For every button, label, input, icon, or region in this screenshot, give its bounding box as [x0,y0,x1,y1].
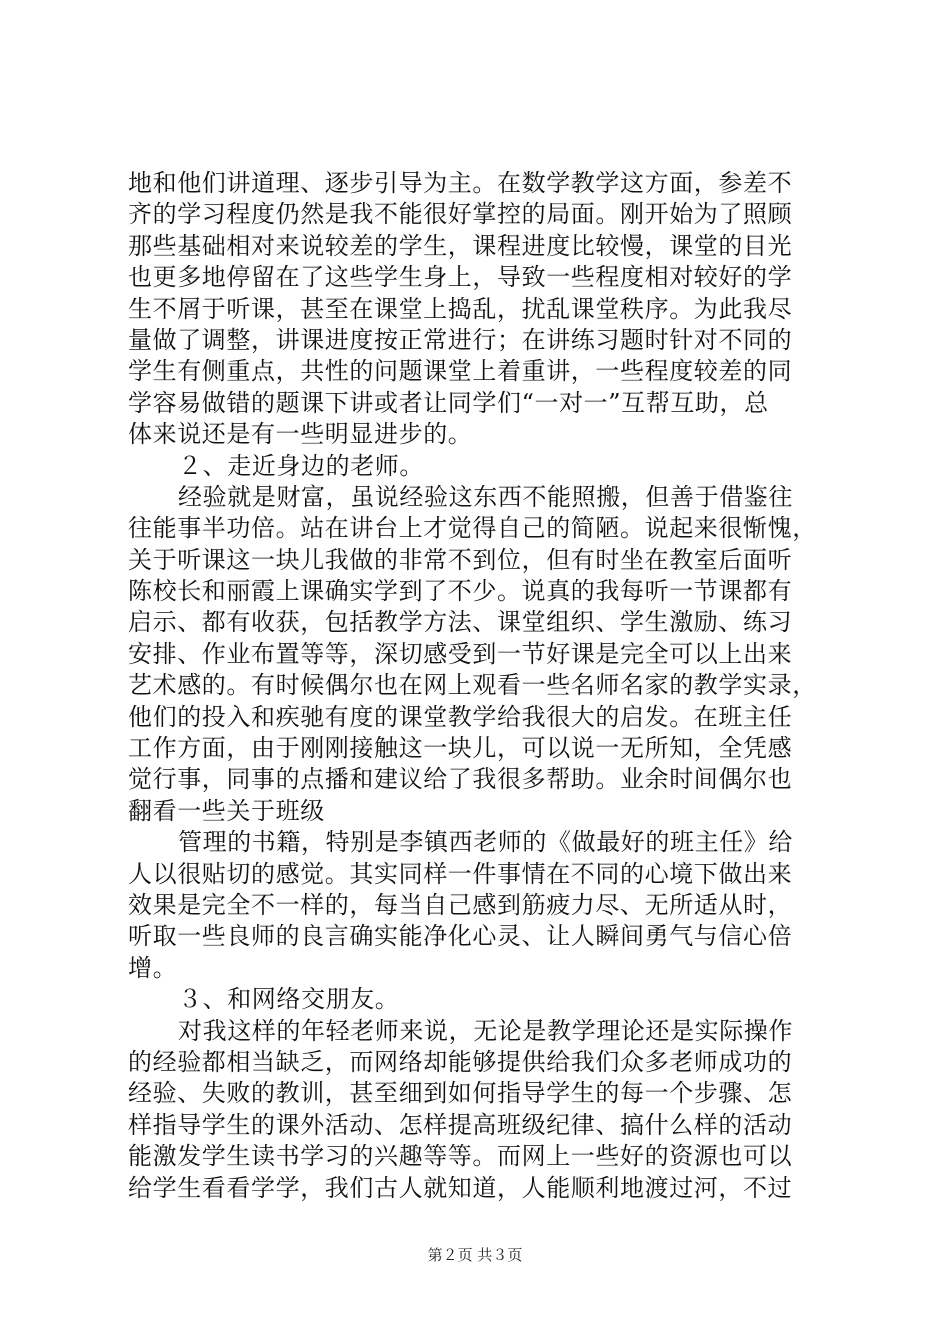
text-line: 工作方面，由于刚刚接触这一块儿，可以说一无所知，全凭感 [128,734,793,763]
text-line: 听取一些良师的良言确实能净化心灵、让人瞬间勇气与信心倍 [128,922,793,951]
text-line: 经验、失败的教训，甚至细到如何指导学生的每一个步骤、怎 [128,1079,793,1108]
text-line: 给学生看看学学，我们古人就知道，人能顺利地渡过河，不过 [128,1173,793,1202]
text-line: 齐的学习程度仍然是我不能很好掌控的局面。刚开始为了照顾 [128,200,793,229]
text-line: 能激发学生读书学习的兴趣等等。而网上一些好的资源也可以 [128,1142,793,1171]
text-line: 往能事半功倍。站在讲台上才觉得自己的简陋。说起来很惭愧， [128,514,817,543]
text-line: 管理的书籍，特别是李镇西老师的《做最好的班主任》给 [178,828,793,857]
text-line: 学生有侧重点，共性的问题课堂上着重讲，一些程度较差的同 [128,357,793,386]
text-line: 也更多地停留在了这些学生身上，导致一些程度相对较好的学 [128,263,793,292]
text-line: ２、走近身边的老师。 [178,451,424,480]
text-line: 艺术感的。有时候偶尔也在网上观看一些名师名家的教学实录， [128,671,817,700]
text-line: 学容易做错的题课下讲或者让同学们“一对一”互帮互助，总 [128,388,769,417]
text-line: 经验就是财富，虽说经验这东西不能照搬，但善于借鉴往 [178,482,793,511]
text-line: 量做了调整，讲课进度按正常进行；在讲练习题时针对不同的 [128,325,793,354]
text-line: 对我这样的年轻老师来说，无论是教学理论还是实际操作 [178,1016,793,1045]
text-line: 的经验都相当缺乏，而网络却能够提供给我们众多老师成功的 [128,1047,793,1076]
text-line: 觉行事，同事的点播和建议给了我很多帮助。业余时间偶尔也 [128,765,793,794]
text-line: 体来说还是有一些明显进步的。 [128,420,473,449]
text-line: 生不屑于听课，甚至在课堂上捣乱，扰乱课堂秩序。为此我尽 [128,294,793,323]
text-line: 关于听课这一块儿我做的非常不到位，但有时坐在教室后面听 [128,545,793,574]
text-line: 那些基础相对来说较差的学生，课程进度比较慢，课堂的目光 [128,231,793,260]
text-line: 启示、都有收获，包括教学方法、课堂组织、学生激励、练习 [128,608,793,637]
text-line: 效果是完全不一样的，每当自己感到筋疲力尽、无所适从时， [128,890,793,919]
text-line: 他们的投入和疾驰有度的课堂教学给我很大的启发。在班主任 [128,702,793,731]
page-footer: 第２页 共３页 [427,1246,523,1264]
text-line: 陈校长和丽霞上课确实学到了不少。说真的我每听一节课都有 [128,577,793,606]
text-line: 样指导学生的课外活动、怎样提高班级纪律、搞什么样的活动 [128,1110,793,1139]
text-line: ３、和网络交朋友。 [178,985,400,1014]
text-line: 地和他们讲道理、逐步引导为主。在数学教学这方面，参差不 [128,169,793,197]
text-line: 安排、作业布置等等，深切感受到一节好课是完全可以上出来 [128,639,793,668]
document-body [128,168,828,1204]
text-line: 人以很贴切的感觉。其实同样一件事情在不同的心境下做出来 [128,859,793,888]
text-line: 翻看一些关于班级 [128,796,325,825]
text-line: 增。 [128,953,178,982]
